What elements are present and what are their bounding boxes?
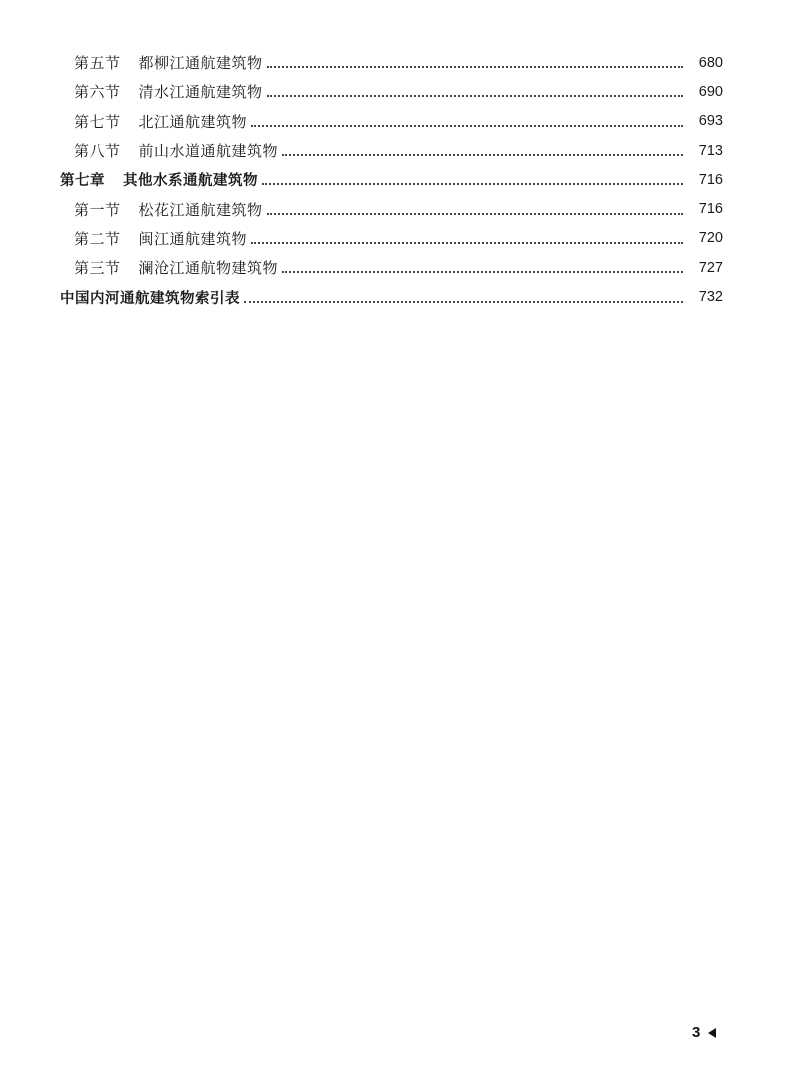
toc-entry[interactable] [0,224,790,253]
toc-entry-page: 690 [698,83,723,100]
toc-entry-title: 前山水道通航建筑物 [138,142,279,161]
toc-entry-page: 713 [698,142,723,159]
toc-index-title: 中国内河通航建筑物索引表 [60,290,240,307]
toc-entry-page: 727 [698,259,723,276]
toc-entry-page: 716 [698,201,723,218]
toc-entry-number: 第七节 [74,112,121,131]
toc-entry[interactable] [0,194,790,223]
table-of-contents [0,48,790,312]
toc-entry[interactable] [0,107,790,136]
toc-entry-title: 清水江通航建筑物 [138,83,263,102]
toc-entry-number: 第八节 [74,142,121,161]
toc-entry-page: 716 [698,171,723,188]
dot-leader [262,182,683,185]
dot-leader [244,300,683,303]
toc-entry[interactable] [0,77,790,106]
toc-entry-number: 第二节 [74,229,121,248]
toc-entry[interactable] [0,48,790,77]
dot-leader [282,270,683,273]
toc-entry-page: 732 [698,289,723,306]
toc-entry-title: 澜沧江通航物建筑物 [138,259,279,278]
toc-entry-page: 720 [698,230,723,247]
toc-chapter-number: 第七章 [60,173,105,190]
toc-entry[interactable] [0,136,790,165]
toc-entry-page: 680 [698,54,723,71]
page-footer [692,1024,716,1041]
toc-entry-title: 闽江通航建筑物 [138,229,248,248]
toc-entry-number: 第六节 [74,83,121,102]
toc-entry-number: 第五节 [74,54,121,73]
toc-entry-number: 第一节 [74,200,121,219]
toc-chapter-title: 其他水系通航建筑物 [123,173,258,190]
dot-leader [267,212,683,215]
toc-entry-number: 第三节 [74,259,121,278]
toc-entry[interactable] [0,253,790,282]
toc-chapter-entry[interactable] [0,165,790,194]
toc-entry-title: 都柳江通航建筑物 [138,54,263,73]
dot-leader [267,94,683,97]
dot-leader [251,241,683,244]
toc-entry-page: 693 [698,113,723,130]
toc-entry-title: 松花江通航建筑物 [138,200,263,219]
toc-entry-title: 北江通航建筑物 [138,112,248,131]
toc-index-entry[interactable] [0,282,790,311]
dot-leader [282,153,683,156]
dot-leader [251,124,683,127]
page-number: 3 [692,1024,701,1041]
dot-leader [267,65,683,68]
left-triangle-icon [708,1028,716,1038]
